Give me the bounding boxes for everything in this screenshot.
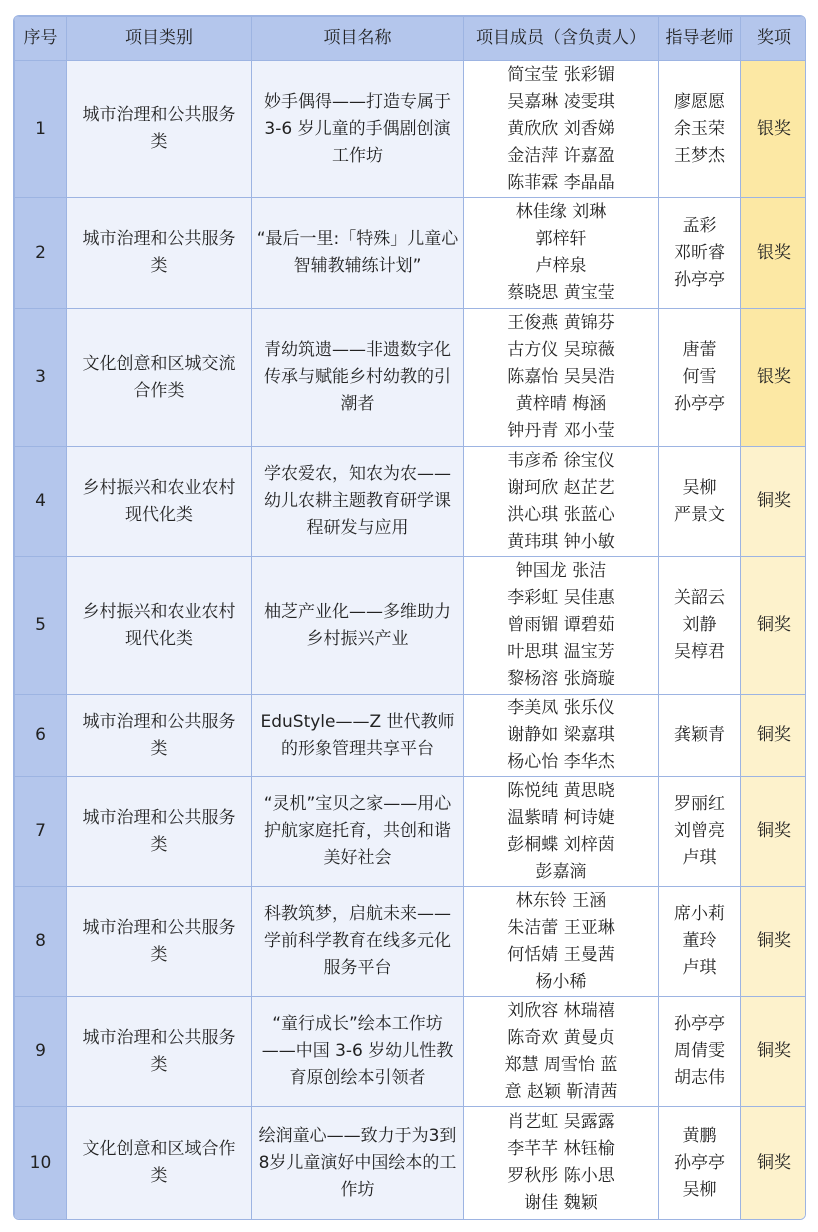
member-line: 黄欣欣 刘香娣 — [507, 118, 615, 139]
member-line: 林东铃 王涵 — [515, 890, 607, 911]
row-award-badge: 银奖 — [741, 198, 807, 309]
row-project-name: 科教筑梦，启航未来——学前科学教育在线多元化服务平台 — [252, 887, 464, 997]
member-line: 洪心琪 张蓝心 — [507, 504, 615, 525]
member-line: 谢佳 魏颖 — [524, 1193, 598, 1213]
member-line: 钟国龙 张洁 — [515, 561, 607, 581]
teacher-line: 吴柳 — [682, 1179, 717, 1200]
row-project-name: “最后一里:「特殊」儿童心智辅教辅练计划” — [252, 198, 464, 309]
teacher-line: 周倩雯 — [674, 1041, 725, 1061]
teacher-line: 卢琪 — [682, 848, 717, 868]
row-project-name: 学农爱农，知农为农——幼儿农耕主题教育研学课程研发与应用 — [252, 447, 464, 557]
awards-table — [14, 16, 806, 1220]
member-line: 古方仪 吴琼薇 — [507, 340, 615, 360]
teacher-line: 孙亭亭 — [674, 269, 725, 290]
member-line: 韦彦希 徐宝仪 — [507, 450, 615, 471]
row-index: 5 — [15, 557, 67, 695]
table-row — [15, 309, 807, 447]
member-line: 陈菲霖 李晶晶 — [507, 172, 615, 193]
header-index: 序号 — [15, 17, 67, 61]
teacher-line: 孙亭亭 — [674, 1014, 725, 1034]
row-index: 10 — [15, 1107, 67, 1220]
member-line: 李彩虹 吴佳惠 — [507, 588, 615, 608]
teacher-line: 唐蕾 — [682, 340, 717, 360]
teacher-line: 邓昕睿 — [674, 242, 725, 263]
row-members — [464, 309, 659, 447]
header-members: 项目成员（含负责人） — [464, 17, 659, 61]
row-project-name: 青幼筑遗——非遗数字化传承与赋能乡村幼教的引潮者 — [252, 309, 464, 447]
teacher-line: 孙亭亭 — [674, 394, 725, 414]
member-line: 吴嘉琳 凌雯琪 — [507, 91, 615, 112]
row-project-name: “童行成长”绘本工作坊——中国 3-6 岁幼儿性教育原创绘本引领者 — [252, 997, 464, 1107]
member-line: 刘欣容 林瑞禧 — [507, 1000, 615, 1021]
member-line: 杨心怡 李华杰 — [507, 752, 615, 772]
row-index: 9 — [15, 997, 67, 1107]
teacher-line: 罗丽红 — [674, 794, 725, 814]
header-row — [15, 17, 807, 61]
member-line: 叶思琪 温宝芳 — [507, 642, 615, 662]
row-category: 乡村振兴和农业农村现代化类 — [67, 557, 252, 695]
member-line: 罗秋彤 陈小思 — [507, 1166, 615, 1186]
row-award-badge: 铜奖 — [741, 1107, 807, 1220]
member-line: 肖艺虹 吴露露 — [507, 1112, 615, 1132]
row-teachers — [659, 198, 741, 309]
row-members — [464, 695, 659, 777]
member-line: 李美凤 张乐仪 — [507, 698, 615, 718]
member-line: 陈悦纯 黄思晓 — [507, 780, 615, 801]
row-teachers — [659, 997, 741, 1107]
row-teachers — [659, 309, 741, 447]
awards-table-container — [13, 15, 806, 1220]
member-line: 王俊燕 黄锦芬 — [507, 313, 615, 333]
teacher-line: 何雪 — [682, 367, 717, 387]
teacher-line: 席小莉 — [674, 904, 725, 924]
header-category: 项目类别 — [67, 17, 252, 61]
table-row — [15, 695, 807, 777]
table-row — [15, 1107, 807, 1220]
row-project-name: 柚芝产业化——多维助力乡村振兴产业 — [252, 557, 464, 695]
row-category: 城市治理和公共服务类 — [67, 61, 252, 198]
teacher-line: 龚颖青 — [674, 725, 725, 745]
member-line: 郭梓轩 — [535, 229, 587, 249]
member-line: 蔡晓思 黄宝莹 — [507, 283, 615, 303]
member-line: 陈奇欢 黄曼贞 — [507, 1027, 615, 1048]
row-index: 6 — [15, 695, 67, 777]
member-line: 意 赵颖 靳清茜 — [504, 1081, 618, 1102]
row-award-badge: 银奖 — [741, 61, 807, 198]
row-category: 城市治理和公共服务类 — [67, 887, 252, 997]
table-row — [15, 557, 807, 695]
member-line: 黄梓晴 梅涵 — [515, 394, 607, 414]
teacher-line: 董玲 — [682, 931, 717, 951]
row-index: 1 — [15, 61, 67, 198]
member-line: 谢静如 梁嘉琪 — [507, 725, 615, 745]
row-category: 城市治理和公共服务类 — [67, 997, 252, 1107]
row-teachers — [659, 61, 741, 198]
row-members — [464, 557, 659, 695]
member-line: 林佳缘 刘琳 — [515, 202, 607, 222]
row-category: 文化创意和区域合作类 — [67, 1107, 252, 1220]
row-members — [464, 1107, 659, 1220]
teacher-line: 黄鹏 — [682, 1125, 717, 1146]
table-row — [15, 997, 807, 1107]
teacher-line: 廖愿愿 — [674, 91, 725, 112]
header-project-name: 项目名称 — [252, 17, 464, 61]
member-line: 李芊芊 林钰榆 — [507, 1139, 615, 1159]
row-index: 8 — [15, 887, 67, 997]
teacher-line: 关韶云 — [674, 588, 725, 608]
member-line: 卢梓泉 — [535, 256, 587, 276]
row-award-badge: 铜奖 — [741, 557, 807, 695]
row-members — [464, 997, 659, 1107]
member-line: 简宝莹 张彩镅 — [507, 64, 615, 85]
teacher-line: 吴柳 — [682, 477, 717, 498]
table-body — [15, 61, 807, 1220]
row-members — [464, 198, 659, 309]
row-award-badge: 铜奖 — [741, 887, 807, 997]
table-row — [15, 198, 807, 309]
table-row — [15, 447, 807, 557]
member-line: 钟丹青 邓小莹 — [507, 421, 615, 441]
member-line: 陈嘉怡 吴昊浩 — [507, 367, 615, 387]
row-project-name: 妙手偶得——打造专属于3-6 岁儿童的手偶剧创演工作坊 — [252, 61, 464, 198]
row-award-badge: 银奖 — [741, 309, 807, 447]
teacher-line: 胡志伟 — [674, 1068, 725, 1088]
row-index: 4 — [15, 447, 67, 557]
row-category: 城市治理和公共服务类 — [67, 695, 252, 777]
row-award-badge: 铜奖 — [741, 695, 807, 777]
teacher-line: 严景文 — [674, 504, 725, 525]
table-row — [15, 887, 807, 997]
table-row — [15, 777, 807, 887]
header-teachers: 指导老师 — [659, 17, 741, 61]
row-index: 2 — [15, 198, 67, 309]
row-teachers — [659, 695, 741, 777]
teacher-line: 卢琪 — [682, 958, 717, 978]
row-award-badge: 铜奖 — [741, 997, 807, 1107]
member-line: 金洁萍 许嘉盈 — [507, 145, 615, 166]
teacher-line: 余玉荣 — [674, 118, 725, 139]
member-line: 曾雨镅 谭碧茹 — [507, 615, 615, 635]
table-row — [15, 61, 807, 198]
member-line: 黎杨溶 张旖璇 — [507, 669, 615, 689]
row-members — [464, 777, 659, 887]
header-award: 奖项 — [741, 17, 807, 61]
member-line: 杨小稀 — [535, 971, 587, 992]
row-teachers — [659, 777, 741, 887]
row-members — [464, 887, 659, 997]
member-line: 谢珂欣 赵芷艺 — [507, 477, 615, 498]
row-teachers — [659, 447, 741, 557]
member-line: 黄玮琪 钟小敏 — [507, 531, 615, 552]
row-project-name: EduStyle——Z 世代教师的形象管理共享平台 — [252, 695, 464, 777]
row-teachers — [659, 887, 741, 997]
teacher-line: 孙亭亭 — [674, 1152, 725, 1173]
member-line: 彭桐蝶 刘梓茵 — [507, 834, 615, 855]
teacher-line: 孟彩 — [682, 215, 717, 236]
row-teachers — [659, 1107, 741, 1220]
row-members — [464, 61, 659, 198]
row-members — [464, 447, 659, 557]
row-category: 乡村振兴和农业农村现代化类 — [67, 447, 252, 557]
member-line: 温紫晴 柯诗婕 — [507, 807, 615, 828]
teacher-line: 刘静 — [682, 615, 717, 635]
member-line: 郑慧 周雪怡 蓝 — [504, 1054, 618, 1075]
row-category: 城市治理和公共服务类 — [67, 198, 252, 309]
teacher-line: 王梦杰 — [674, 145, 725, 166]
row-project-name: “灵机”宝贝之家——用心护航家庭托育，共创和谐美好社会 — [252, 777, 464, 887]
member-line: 彭嘉滴 — [535, 861, 587, 882]
row-index: 3 — [15, 309, 67, 447]
row-project-name: 绘润童心——致力于为3到8岁儿童演好中国绘本的工作坊 — [252, 1107, 464, 1220]
row-category: 城市治理和公共服务类 — [67, 777, 252, 887]
teacher-line: 刘曾亮 — [674, 821, 725, 841]
row-index: 7 — [15, 777, 67, 887]
row-award-badge: 铜奖 — [741, 447, 807, 557]
member-line: 何恬婧 王曼茜 — [507, 944, 615, 965]
member-line: 朱洁蕾 王亚琳 — [507, 917, 615, 938]
row-teachers — [659, 557, 741, 695]
row-category: 文化创意和区城交流合作类 — [67, 309, 252, 447]
row-award-badge: 铜奖 — [741, 777, 807, 887]
teacher-line: 吴椁君 — [674, 642, 725, 662]
